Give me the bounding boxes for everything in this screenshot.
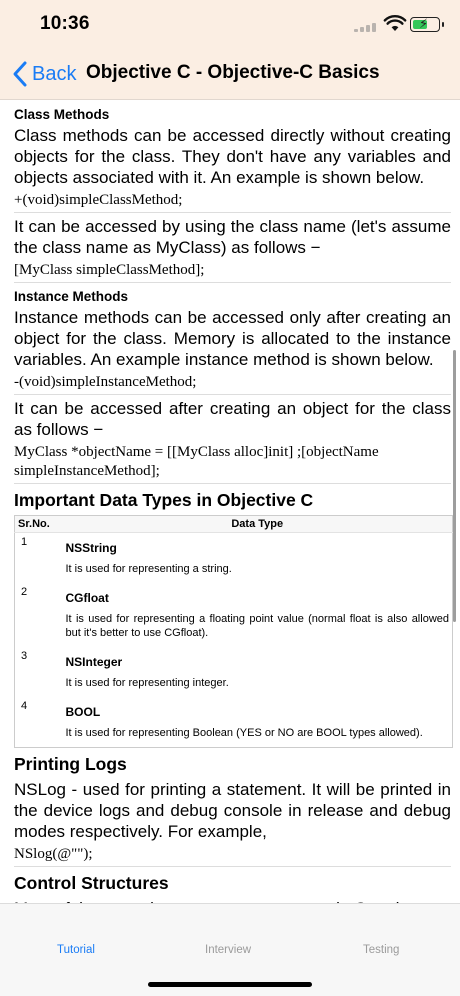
type-name: NSString	[65, 541, 117, 555]
control-structures-heading: Control Structures	[14, 873, 169, 893]
table-row	[15, 647, 453, 697]
back-button[interactable]	[12, 60, 76, 88]
type-description: It is used for representing Boolean (YES or NO are BOOL types allowed).	[65, 727, 423, 739]
cellular-signal-icon	[354, 22, 380, 32]
tab-tutorial[interactable]: Tutorial	[57, 944, 95, 956]
type-description: It is used for representing a floating point value (normal float is also allowed but it's better to use CGfloat).	[65, 613, 449, 639]
scrollbar[interactable]	[453, 350, 456, 622]
printing-logs-heading: Printing Logs	[14, 754, 127, 774]
col-header-data-type: Data Type	[63, 516, 453, 533]
class-methods-code2: [MyClass simpleClassMethod];	[14, 261, 451, 283]
tab-interview[interactable]: Interview	[205, 944, 252, 956]
tab-testing[interactable]: Testing	[363, 944, 400, 956]
instance-methods-code1: -(void)simpleInstanceMethod;	[14, 373, 451, 395]
instance-methods-para2: It can be accessed after creating an object for the class as follows −	[14, 399, 451, 439]
wifi-icon	[384, 16, 406, 32]
table-row	[15, 533, 453, 584]
instance-methods-para1: Instance methods can be accessed only after creating an object for the class. Memory is allocated to the instance variables. An example instance method is shown below.	[14, 308, 451, 369]
navigation-bar	[0, 50, 460, 100]
type-name: CGfloat	[65, 591, 109, 605]
class-methods-para1: Class methods can be accessed directly without creating objects for the class. They don't have any variables and objects associated with it. An example is shown below.	[14, 126, 451, 187]
instance-methods-heading: Instance Methods	[14, 289, 129, 304]
type-name: BOOL	[65, 705, 101, 719]
printing-logs-code: NSlog(@"");	[14, 845, 451, 867]
row-number: 1	[21, 536, 28, 548]
battery-icon: ⚡	[410, 17, 440, 32]
type-description: It is used for representing a string.	[65, 563, 232, 575]
page-title: Objective C - Objective-C Basics	[86, 62, 380, 83]
back-label: Back	[32, 62, 77, 85]
home-indicator	[148, 982, 312, 987]
class-methods-code1: +(void)simpleClassMethod;	[14, 191, 451, 213]
row-number: 2	[21, 586, 28, 598]
instance-methods-code2: MyClass *objectName = [[MyClass alloc]init] ;[objectName simpleInstanceMethod];	[14, 443, 451, 484]
class-methods-para2: It can be accessed by using the class name (let's assume the class name as MyClass) as follows −	[14, 217, 451, 257]
class-methods-heading: Class Methods	[14, 107, 110, 122]
table-row	[15, 697, 453, 748]
table-row	[15, 583, 453, 647]
status-bar	[0, 0, 460, 50]
data-types-table	[14, 515, 453, 748]
content-scroll-view[interactable]	[0, 101, 460, 903]
col-header-sr: Sr.No.	[15, 516, 63, 533]
row-number: 3	[21, 650, 28, 662]
row-number: 4	[21, 700, 28, 712]
chevron-left-icon	[12, 61, 28, 87]
data-types-heading: Important Data Types in Objective C	[14, 490, 314, 510]
type-description: It is used for representing integer.	[65, 677, 229, 689]
printing-logs-para: NSLog - used for printing a statement. It will be printed in the device logs and debug console in release and debug modes respectively. For example,	[14, 780, 451, 841]
status-time: 10:36	[40, 13, 90, 34]
type-name: NSInteger	[65, 655, 123, 669]
